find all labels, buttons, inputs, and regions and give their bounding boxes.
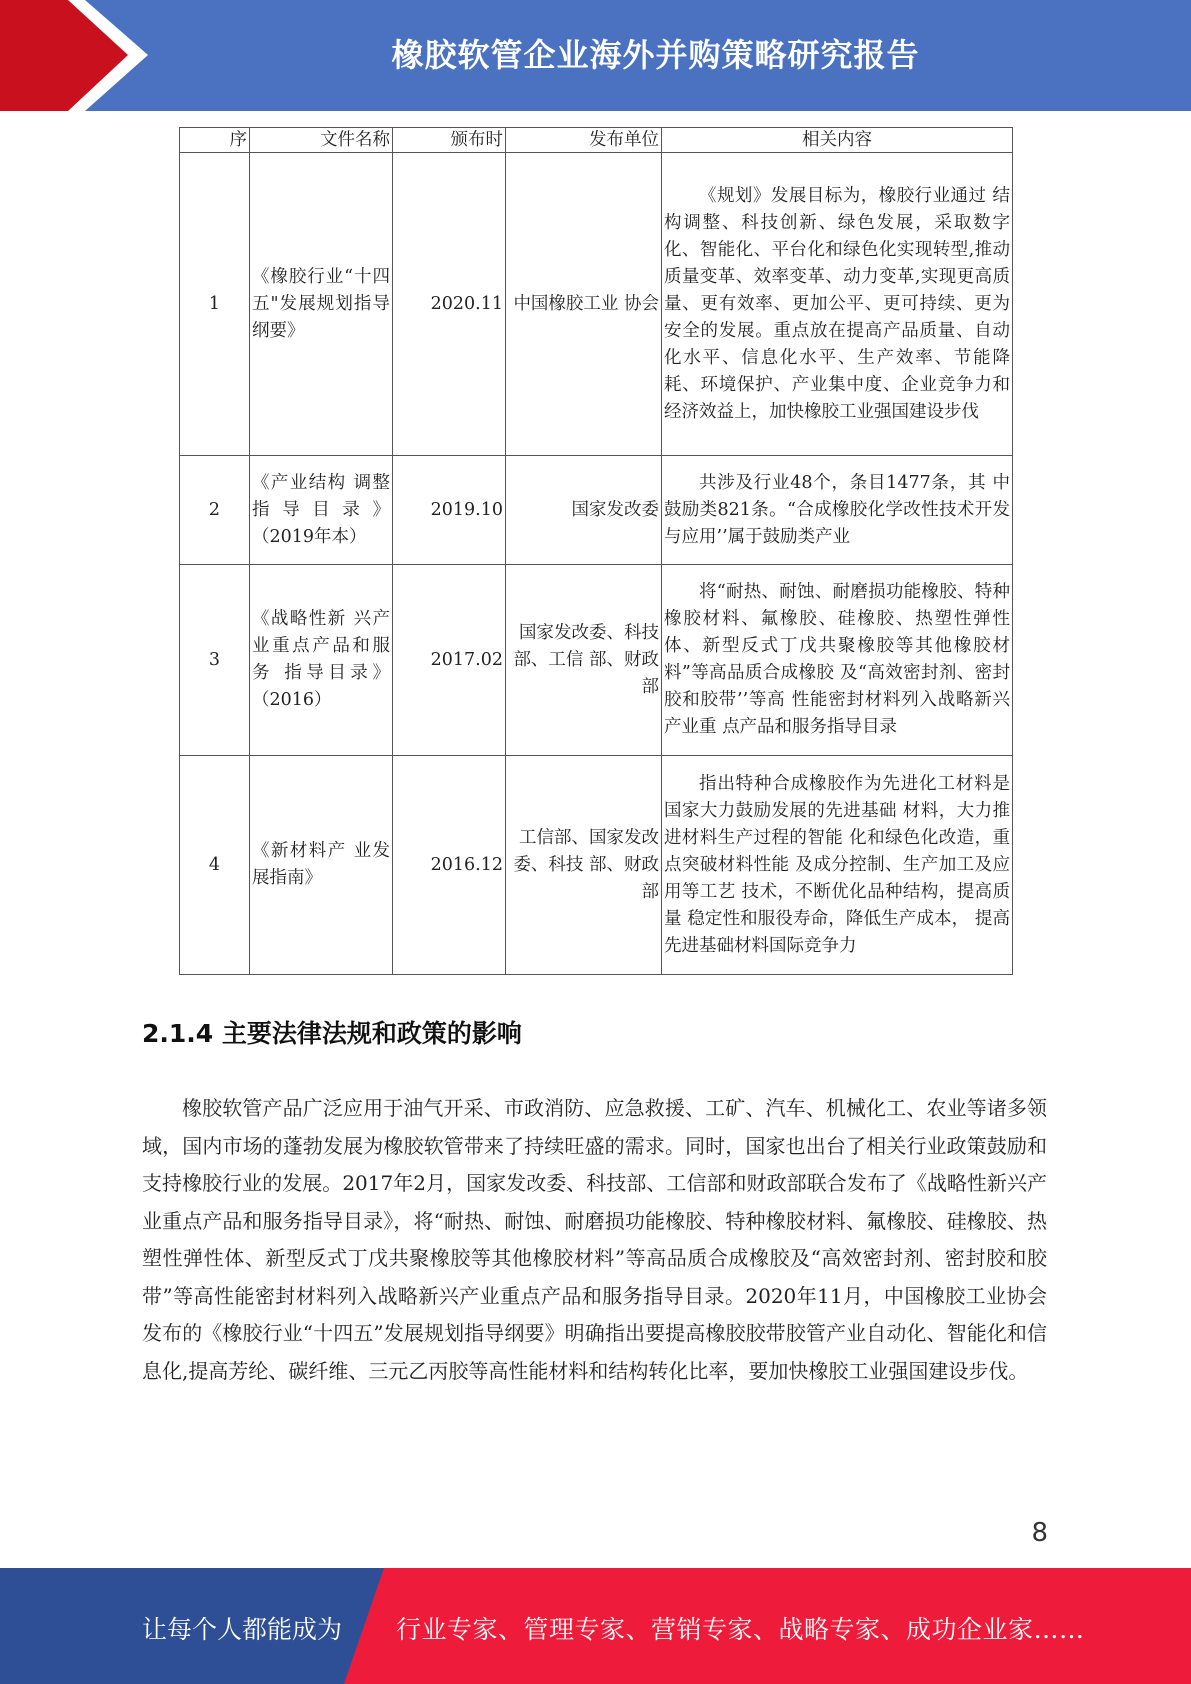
cell-content: 共涉及行业48个，条目1477条，其 中鼓励类821条。“合成橡胶化学改性技术开发与应用’’属于鼓励类产业 xyxy=(662,456,1013,565)
footer-slogan-right: 行业专家、管理专家、营销专家、战略专家、成功企业家…… xyxy=(396,1615,1085,1644)
page-footer xyxy=(0,1568,1191,1684)
cell-content: 将“耐热、耐蚀、耐磨损功能橡胶、特种橡胶材料、氟橡胶、硅橡胶、热塑性弹性体、新型反式丁戊共聚橡胶等其他橡胶材料”等高品质合成橡胶 及“高效密封剂、密封胶和胶带’’等高 性能密封材料列入战略新兴产业重 点产品和服务指导目录 xyxy=(662,565,1013,756)
cell-name: 《新材料产 业发展指南》 xyxy=(250,756,393,975)
cell-name: 《战略性新 兴产业重点产品和服务 指导目录》（2016） xyxy=(250,565,393,756)
table-row xyxy=(180,565,1013,756)
cell-issuer: 国家发改委 xyxy=(506,456,662,565)
report-title: 橡胶软管企业海外并购策略研究报告 xyxy=(391,36,920,74)
cell-no: 1 xyxy=(180,153,250,456)
column-header-no: 序 xyxy=(180,128,250,153)
column-header-issuer: 发布单位 xyxy=(506,128,662,153)
body-paragraph: 橡胶软管产品广泛应用于油气开采、市政消防、应急救援、工矿、汽车、机械化工、农业等诸多领域，国内市场的蓬勃发展为橡胶软管带来了持续旺盛的需求。同时，国家也出台了相关行业政策鼓励和支持橡胶行业的发展。2017年2月，国家发改委、科技部、工信部和财政部联合发布了《战略性新兴产业重点产品和服务指导目录》，将“耐热、耐蚀、耐磨损功能橡胶、特种橡胶材料、氟橡胶、硅橡胶、热塑性弹性体、新型反式丁戊共聚橡胶等其他橡胶材料”等高品质合成橡胶及“高效密封剂、密封胶和胶带”等高性能密封材料列入战略新兴产业重点产品和服务指导目录。2020年11月，中国橡胶工业协会发布的《橡胶行业“十四五”发展规划指导纲要》明确指出要提高橡胶胶带胶管产业自动化、智能化和信息化,提高芳纶、碳纤维、三元乙丙胶等高性能材料和结构转化比率，要加快橡胶工业强国建设步伐。 xyxy=(142,1096,1047,1383)
policy-table xyxy=(179,127,1013,975)
cell-issuer: 国家发改委、科技部、工信 部、财政部 xyxy=(506,565,662,756)
cell-date: 2016.12 xyxy=(393,756,506,975)
cell-name: 《橡胶行业“十四五"发展规划指导 纲要》 xyxy=(250,153,393,456)
column-header-name: 文件名称 xyxy=(250,128,393,153)
table-row xyxy=(180,756,1013,975)
cell-date: 2020.11 xyxy=(393,153,506,456)
column-header-date: 颁布时 xyxy=(393,128,506,153)
cell-content: 指出特种合成橡胶作为先进化工材料是国家大力鼓励发展的先进基础 材料，大力推进材料生产过程的智能 化和绿色化改造，重点突破材料性能 及成分控制、生产加工及应用等工艺 技术，不断优化品种结构，提高质量 稳定性和服役寿命，降低生产成本， 提高先进基础材料国际竞争力 xyxy=(662,756,1013,975)
cell-name: 《产业结构 调整指导目录》（2019年本） xyxy=(250,456,393,565)
header-arrow-decoration xyxy=(0,0,150,111)
column-header-content: 相关内容 xyxy=(662,128,1013,153)
cell-no: 4 xyxy=(180,756,250,975)
page-header xyxy=(0,0,1191,111)
cell-no: 2 xyxy=(180,456,250,565)
cell-issuer: 工信部、国家发改委、科技 部、财政部 xyxy=(506,756,662,975)
cell-issuer: 中国橡胶工业 协会 xyxy=(506,153,662,456)
cell-date: 2019.10 xyxy=(393,456,506,565)
section-heading: 2.1.4 主要法律法规和政策的影响 xyxy=(142,1019,522,1048)
cell-date: 2017.02 xyxy=(393,565,506,756)
page-number: 8 xyxy=(1031,1518,1048,1548)
table-header-row xyxy=(180,128,1013,153)
cell-content: 《规划》发展目标为，橡胶行业通过 结构调整、科技创新、绿色发展，采取数字化、智能化、平台化和绿色化实现转型,推动质量变革、效率变革、动力变革,实现更高质量、更有效率、更加公平、更可持续、更为安全的发展。重点放在提高产品质量、自动化水平、信息化水平、生产效率、节能降耗、环境保护、产业集中度、企业竞争力和经济效益上，加快橡胶工业强国建设步伐 xyxy=(662,153,1013,456)
cell-no: 3 xyxy=(180,565,250,756)
footer-slogan-left: 让每个人都能成为 xyxy=(142,1615,343,1644)
table-row xyxy=(180,456,1013,565)
table-row xyxy=(180,153,1013,456)
